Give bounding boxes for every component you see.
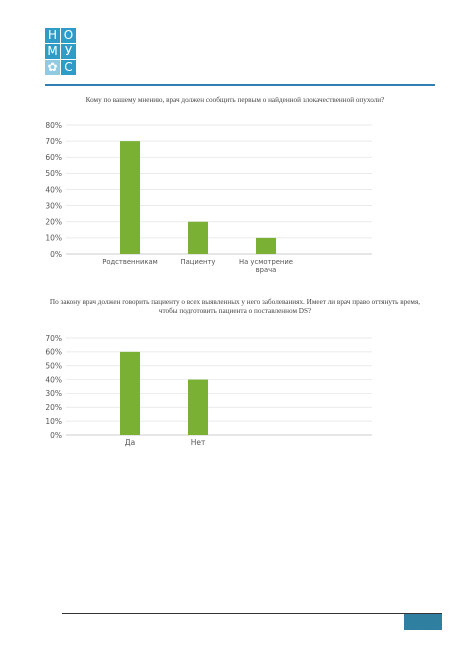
bar	[120, 352, 140, 435]
y-tick-label: 20%	[45, 217, 62, 227]
bar	[188, 222, 208, 254]
header-divider	[45, 84, 435, 86]
y-tick-label: 50%	[45, 169, 62, 179]
y-tick-label: 40%	[45, 375, 62, 385]
chart-recipient-plot	[40, 96, 430, 286]
logo-emblem-icon: ✿	[45, 60, 60, 75]
y-tick-label: 0%	[50, 430, 62, 440]
y-tick-label: 60%	[45, 153, 62, 163]
chart-title: Кому по вашему мнению, врач должен сообщить первым о найденной злокачественной опухоли?	[85, 96, 385, 104]
bar	[256, 238, 276, 254]
logo-letter: У	[61, 44, 76, 59]
bar	[188, 380, 208, 435]
y-tick-label: 80%	[45, 120, 62, 130]
y-tick-label: 30%	[45, 201, 62, 211]
y-tick-label: 20%	[45, 403, 62, 413]
footer-divider	[62, 613, 442, 614]
y-tick-label: 10%	[45, 416, 62, 426]
chart-delay	[40, 298, 430, 458]
chart-recipient	[40, 96, 430, 286]
x-tick-label: Нет	[190, 438, 206, 447]
x-tick-label: На усмотрение врача	[239, 258, 293, 274]
y-tick-label: 70%	[45, 136, 62, 146]
logo-letter: О	[61, 28, 76, 43]
y-tick-label: 0%	[50, 249, 62, 259]
y-tick-label: 60%	[45, 347, 62, 357]
x-tick-label: Да	[124, 438, 136, 447]
y-tick-label: 70%	[45, 333, 62, 343]
chart-title: По закону врач должен говорить пациенту о всех выявленных у него заболеваниях. Имеет ли врач право оттянуть время, чтобы подготовить пациента о поставленном DS?	[49, 298, 421, 315]
page-number-box	[404, 614, 442, 630]
y-tick-label: 40%	[45, 185, 62, 195]
y-tick-label: 10%	[45, 233, 62, 243]
chart-delay-plot	[40, 298, 430, 458]
logo-letter: С	[61, 60, 76, 75]
y-tick-label: 30%	[45, 389, 62, 399]
bar	[120, 141, 140, 254]
nomus-logo	[45, 28, 77, 76]
logo-letter: Н	[45, 28, 60, 43]
x-tick-label: Пациенту	[180, 258, 216, 266]
x-tick-label: Родственникам	[102, 258, 158, 266]
y-tick-label: 50%	[45, 361, 62, 371]
logo-letter: М	[45, 44, 60, 59]
